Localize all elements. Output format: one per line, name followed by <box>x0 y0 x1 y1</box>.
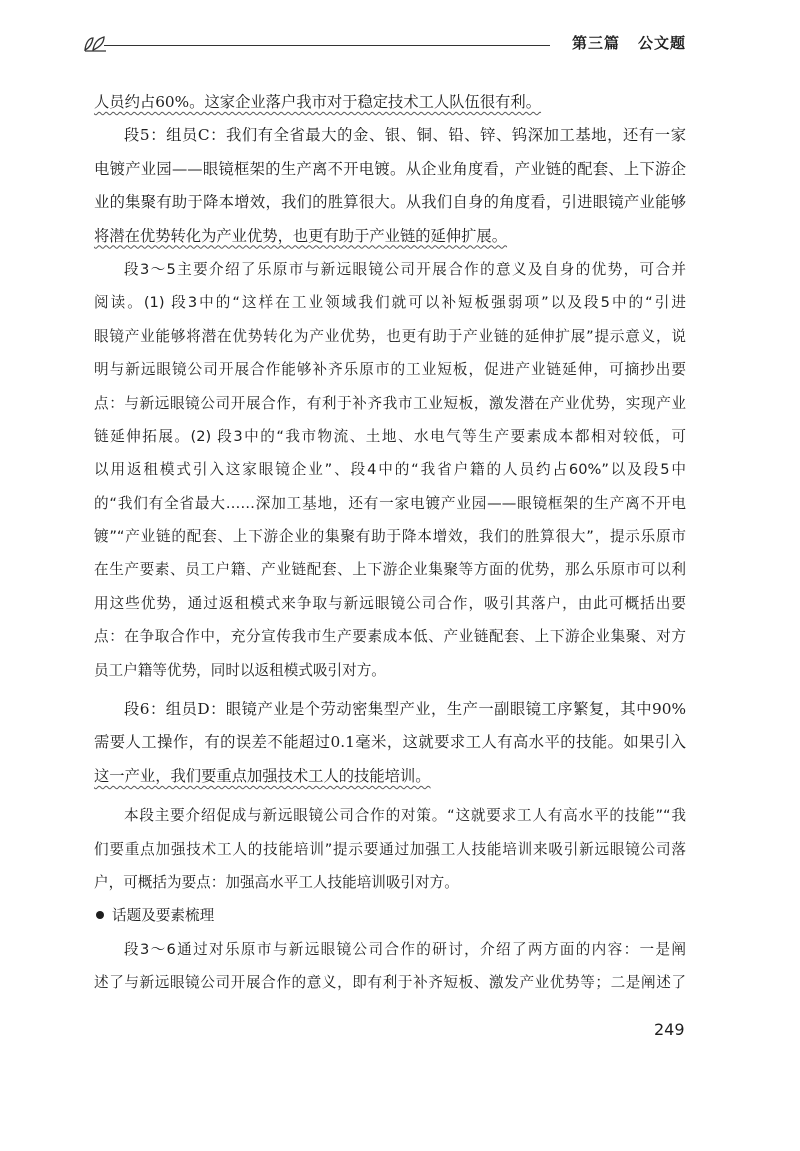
page-number: 249 <box>654 1020 685 1039</box>
text-line: 段6：组员D：眼镜产业是个劳动密集型产业，生产一副眼镜工序繁复，其中90% <box>124 700 686 719</box>
text-line: 述了与新远眼镜公司开展合作的意义，即有利于补齐短板、激发产业优势等；二是阐述了 <box>94 974 686 992</box>
text-line: 镀”“产业链的配套、上下游企业的集聚有助于降本增效，我们的胜算很大”，提示乐原市 <box>94 528 686 546</box>
text-line: 将潜在优势转化为产业优势，也更有助于产业链的延伸扩展。 <box>94 226 508 245</box>
text-line: 们要重点加强技术工人的技能培训”提示要通过加强工人技能培训来吸引新远眼镜公司落 <box>94 840 686 858</box>
text-line: 以用返租模式引入这家眼镜企业”、段4中的“我省户籍的人员约占60%”以及段5中 <box>94 461 686 479</box>
text-line: 点：在争取合作中，充分宣传我市生产要素成本低、产业链配套、上下游企业集聚、对方 <box>94 628 686 646</box>
text-line: 眼镜产业能够将潜在优势转化为产业优势，也更有助于产业链的延伸扩展”提示意义，说 <box>94 327 686 345</box>
text-line: 电镀产业园——眼镜框架的生产离不开电镀。从企业角度看，产业链的配套、上下游企 <box>94 159 686 178</box>
text-line: 户，可概括为要点：加强高水平工人技能培训吸引对方。 <box>94 873 459 891</box>
text-line: 点：与新远眼镜公司开展合作，有利于补齐我市工业短板，激发潜在产业优势，实现产业 <box>94 394 686 412</box>
text-line: 业的集聚有助于降本增效，我们的胜算很大。从我们自身的角度看，引进眼镜产业能够 <box>94 193 686 212</box>
text-line: 员工户籍等优势，同时以返租模式吸引对方。 <box>94 661 386 679</box>
text-line: 人员约占60%。这家企业落户我市对于稳定技术工人队伍很有利。 <box>94 93 542 111</box>
bullet-icon <box>96 911 104 919</box>
page-body <box>94 86 686 1000</box>
text-line: 阅读。(1) 段3中的“这样在工业领域我们就可以补短板强弱项”以及段5中的“引进 <box>94 294 686 312</box>
text-line: 段5：组员C：我们有全省最大的金、银、铜、铅、锌、钨深加工基地，还有一家 <box>124 126 686 145</box>
text-line: 段3～5主要介绍了乐原市与新远眼镜公司开展合作的意义及自身的优势，可合并 <box>124 260 686 278</box>
text-line: 明与新远眼镜公司开展合作能够补齐乐原市的工业短板，促进产业链延伸，可摘抄出要 <box>94 361 686 379</box>
text-line: 的“我们有全省最大……深加工基地，还有一家电镀产业园——眼镜框架的生产离不开电 <box>94 494 686 512</box>
header-part: 第三篇 <box>571 34 620 52</box>
header-section: 公文题 <box>637 34 686 52</box>
text-line: 需要人工操作，有的误差不能超过0.1毫米，这就要求工人有高水平的技能。如果引入 <box>94 733 686 752</box>
text-line: 用这些优势，通过返租模式来争取与新远眼镜公司合作，吸引其落户，由此可概括出要 <box>94 594 686 612</box>
header-rule <box>104 45 550 46</box>
text-line: 这一产业，我们要重点加强技术工人的技能培训。 <box>94 766 431 785</box>
running-header <box>82 28 686 58</box>
text-line: 在生产要素、员工户籍、产业链配套、上下游企业集聚等方面的优势，那么乐原市可以利 <box>94 561 686 579</box>
text-line: 本段主要介绍促成与新远眼镜公司合作的对策。“这就要求工人有高水平的技能”“我 <box>124 807 686 825</box>
text-line: 段3～6通过对乐原市与新远眼镜公司合作的研讨，介绍了两方面的内容：一是阐 <box>124 940 686 958</box>
header-title <box>572 32 686 53</box>
text-line: 链延伸拓展。(2) 段3中的“我市物流、土地、水电气等生产要素成本都相对较低，可 <box>94 427 686 445</box>
section-heading: 话题及要素梳理 <box>94 899 686 932</box>
sprout-icon <box>82 30 108 54</box>
